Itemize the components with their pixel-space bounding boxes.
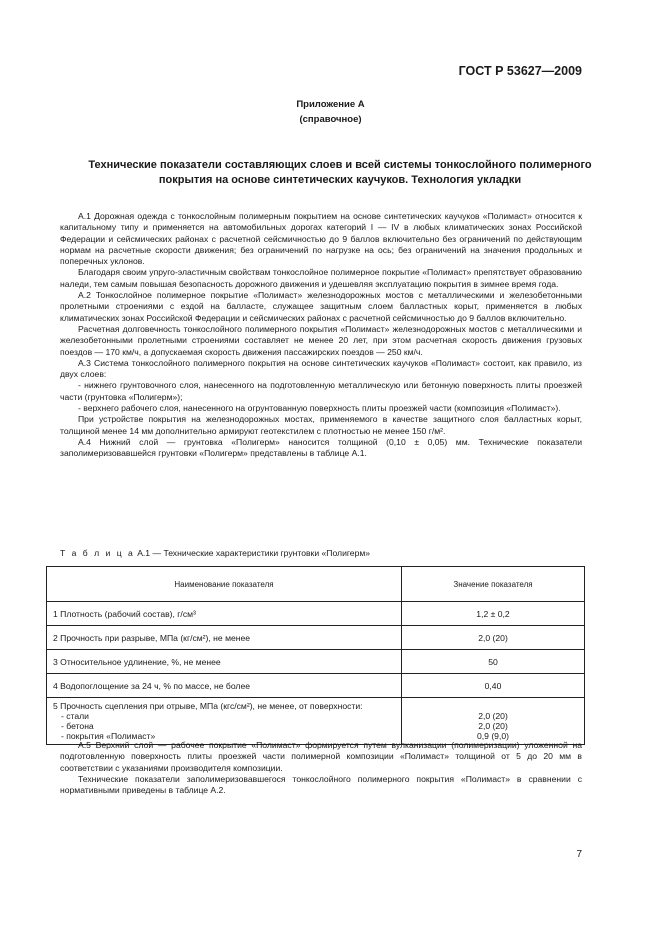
table-header-row	[47, 567, 585, 602]
section-title: Технические показатели составляющих слоев и всей системы тонкослойного полимерного покрытия на основе синтетических каучуков. Технология укладки	[88, 159, 592, 186]
cell-name: 3 Относительное удлинение, %, не менее	[47, 650, 402, 674]
row5-value-concrete: 2,0 (20)	[478, 721, 508, 731]
cell-value: 1,2 ± 0,2	[402, 602, 585, 626]
table-row	[47, 602, 585, 626]
table-row	[47, 626, 585, 650]
column-header-name: Наименование показателя	[47, 567, 402, 602]
row5-value-coating: 0,9 (9,0)	[476, 731, 509, 741]
row5-title: 5 Прочность сцепления при отрыве, МПа (кгс/см²), не менее, от поверхности:	[53, 701, 363, 711]
appendix-note: (справочное)	[299, 114, 362, 125]
column-header-value: Значение показателя	[402, 567, 585, 602]
cell-name	[47, 698, 402, 745]
paragraph: А.4 Нижний слой — грунтовка «Полигерм» наносится толщиной (0,10 ± 0,05) мм. Технические показатели заполимеризовавшейся грунтовки «Полигерм» представлены в таблице А.1.	[60, 436, 582, 459]
table-caption	[60, 548, 370, 558]
row5-sub-coating: - покрытия «Полимаст»	[61, 731, 156, 741]
cell-name: 2 Прочность при разрыве, МПа (кг/см²), не менее	[47, 626, 402, 650]
paragraph: Благодаря своим упруго-эластичным свойствам тонкослойное полимерное покрытие «Полимаст» препятствует образованию наледи, тем самым повышая безопасность дорожного движения и удешевляя эксплуатацию покрытия в зимнее время года.	[60, 267, 582, 289]
appendix-heading	[0, 97, 661, 127]
row5-value-steel: 2,0 (20)	[478, 711, 508, 721]
standard-number: ГОСТ Р 53627—2009	[458, 64, 582, 78]
table-caption-text: А.1 — Технические характеристики грунтовки «Полигерм»	[137, 548, 371, 558]
cell-value: 2,0 (20)	[402, 626, 585, 650]
cell-value: 50	[402, 650, 585, 674]
table-row	[47, 650, 585, 674]
table-caption-prefix: Т а б л и ц а	[60, 548, 135, 558]
list-item: - нижнего грунтовочного слоя, нанесенного на подготовленную металлическую или бетонную поверхность плиты проезжей части (грунтовка «Полигерм»);	[60, 380, 582, 402]
appendix-title: Приложение А	[296, 99, 365, 110]
body-text-after	[60, 740, 582, 796]
cell-value: 0,40	[402, 674, 585, 698]
row5-sub-concrete: - бетона	[61, 721, 94, 731]
row5-sub-steel: - стали	[61, 711, 89, 721]
cell-name: 4 Водопоглощение за 24 ч, % по массе, не более	[47, 674, 402, 698]
paragraph: А.2 Тонкослойное полимерное покрытие «Полимаст» железнодорожных мостов с металлическими и железобетонными пролетными строениями с ездой на балласте, служащее защитным слоем балластных корыт, применяется в любых климатических зонах Российской Федерации и сейсмических районах с расчетной сейсмичностью до 9 баллов включительно.	[60, 290, 582, 323]
paragraph: Технические показатели заполимеризовавшегося тонкослойного полимерного покрытия «Полимаст» в сравнении с нормативными приведены в таблице А.2.	[60, 773, 582, 796]
paragraph: При устройстве покрытия на железнодорожных мостах, применяемого в качестве защитного слоя балластных корыт, толщиной менее 14 мм дополнительно армируют геотекстилем с плотностью не менее 150 г/м².	[60, 414, 582, 436]
cell-name: 1 Плотность (рабочий состав), г/см³	[47, 602, 402, 626]
paragraph: А.5 Верхний слой — рабочее покрытие «Полимаст» формируется путем вулканизации (полимеризации) уложенной на подготовленную поверхность плиты проезжей части полимерной композиции «Полимаст» толщиной от 5 до 20 мм в соответствии с указаниями производителя композиции.	[60, 740, 582, 773]
paragraph: А.1 Дорожная одежда с тонкослойным полимерным покрытием на основе синтетических каучуков «Полимаст» относится к капитальному типу и применяется на автомобильных дорогах категорий I — IV в любых климатических зонах Российской Федерации и сейсмических районах с расчетной сейсмичностью до 9 баллов включительно без ограничений по действующим нормам на расчетные скорости движения; без ограничений по нагрузке на ось; без ограничений на значения продольных и поперечных уклонов.	[60, 211, 582, 267]
cell-value	[402, 698, 585, 745]
table-row	[47, 674, 585, 698]
paragraph: А.3 Система тонкослойного полимерного покрытия на основе синтетических каучуков «Полимаст» состоит, как правило, из двух слоев:	[60, 357, 582, 380]
page-number: 7	[576, 849, 582, 860]
properties-table	[46, 566, 585, 745]
paragraph: Расчетная долговечность тонкослойного полимерного покрытия «Полимаст» железнодорожных мостов с металлическими и железобетонными пролетными строениями составляет не менее 20 лет, при этом расчетная скорость движения грузовых поездов — 170 км/ч, а допускаемая скорость движения пассажирских поездов — 250 км/ч.	[60, 323, 582, 357]
body-text	[60, 211, 582, 460]
table-row	[47, 698, 585, 745]
list-item: - верхнего рабочего слоя, нанесенного на огрунтованную поверхность плиты проезжей части (композиция «Полимаст»).	[78, 403, 561, 414]
